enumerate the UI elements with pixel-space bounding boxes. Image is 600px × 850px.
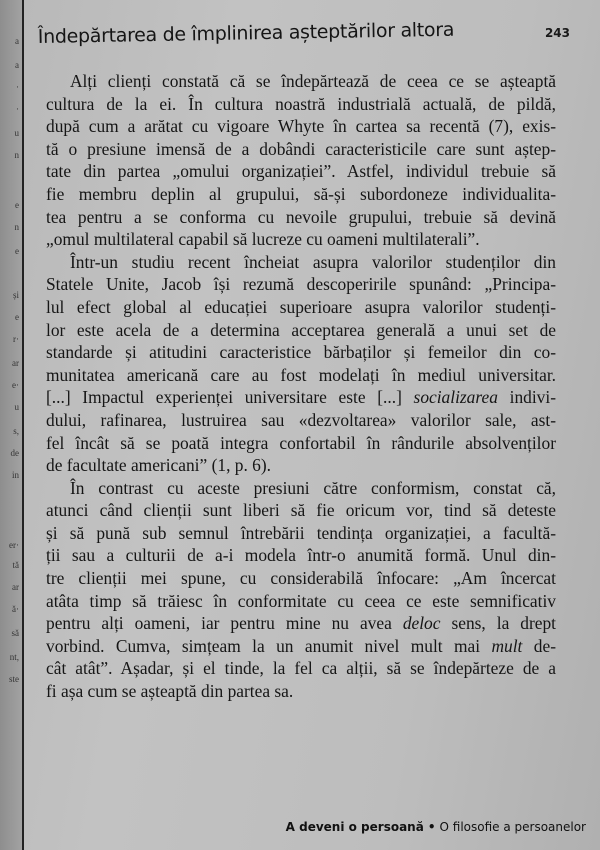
text-line: cât atât”. Așadar, și el tinde, la fel ca alții, să se îndepărteze de a — [46, 658, 556, 679]
text-line: ții sau a culturii de a-i modela într-o anumită formă. Unul din- — [46, 545, 556, 566]
text-line: atunci când clienții sunt liberi să fie oricum vor, tind să deteste — [46, 500, 556, 521]
prev-page-fragment: e· — [12, 380, 19, 390]
text-segment: [...] Impactul experienței universitare este [...] — [46, 387, 414, 408]
italic-term: deloc — [402, 613, 441, 634]
text-line: de facultate americani” (1, p. 6). — [46, 455, 271, 476]
prev-page-fragment: a — [15, 36, 19, 46]
prev-page-fragment: u — [14, 128, 19, 138]
text-line: și să pună sub semnul întrebării tendința organizației, a facultă- — [46, 522, 556, 543]
text-line: cultura de la ei. În cultura noastră industrială actuală, de pildă, — [46, 93, 556, 114]
footer-separator: • — [427, 820, 436, 834]
prev-page-fragment: ă· — [12, 604, 19, 614]
text-line-with-italic — [46, 612, 556, 635]
page-number: 243 — [544, 26, 570, 40]
text-segment: sens, la drept — [440, 613, 557, 634]
prev-page-fragment: ar — [12, 358, 19, 368]
prev-page-fragment: in — [11, 470, 19, 480]
text-segment: pentru alți oameni, iar pentru mine nu avea — [46, 613, 403, 634]
text-line: fi așa cum se așteaptă din partea sa. — [46, 681, 294, 702]
italic-term: mult — [491, 635, 523, 656]
text-segment: indivi- — [497, 387, 556, 408]
prev-page-fragment: e — [15, 200, 19, 210]
prev-page-fragment: ste — [9, 674, 19, 684]
page-footer — [286, 820, 586, 834]
text-segment: de- — [522, 635, 556, 656]
book-page — [24, 0, 600, 850]
text-line: atâta timp să trăiesc în conformitate cu ceea ce este semnificativ — [46, 590, 556, 611]
prev-page-fragment: n — [14, 222, 19, 232]
prev-page-fragment: s, — [13, 426, 19, 436]
text-line: În contrast cu aceste presiuni către conformism, constat că, — [70, 477, 556, 498]
text-line: „omul multilateral capabil să lucreze cu oameni multilaterali”. — [46, 229, 480, 250]
text-line: Alți clienți constată că se îndepărtează de ceea ce se așteaptă — [70, 71, 556, 91]
prev-page-fragment: u — [14, 402, 19, 412]
prev-page-fragment: n — [14, 150, 19, 160]
footer-book-title: A deveni o persoană — [285, 820, 424, 834]
text-line: tea pentru a se conforma cu nevoile grupului, trebuie să devină — [46, 206, 556, 227]
text-line: tre clienții mei spune, cu considerabilă înfocare: „Am încercat — [46, 568, 556, 589]
italic-term: socializarea — [413, 387, 498, 408]
paragraph-3 — [46, 477, 556, 703]
prev-page-fragment: e — [15, 246, 19, 256]
prev-page-fragment: · — [16, 104, 19, 114]
paragraph-2 — [46, 251, 556, 477]
prev-page-fragment: ar — [12, 582, 19, 592]
text-line: munitatea americană care au fost modelați în mediul universitar. — [46, 364, 556, 385]
running-head: Îndepărtarea de împlinirea așteptărilor altora — [37, 18, 455, 48]
prev-page-fragment: a — [15, 60, 19, 70]
prev-page-fragment: er· — [9, 540, 19, 550]
prev-page-fragment: nt, — [9, 652, 19, 662]
previous-page-edge — [0, 0, 22, 850]
text-line-with-italic — [46, 386, 556, 409]
text-line: standarde și atitudini caracteristice bărbaților și femeilor din co- — [46, 342, 556, 363]
text-line: lor este acela de a determina acceptarea generală a unui set de — [46, 319, 556, 340]
text-line: tă o presiune imensă de a dobândi caracteristicile care sunt aștep- — [46, 138, 556, 159]
paragraph-1 — [46, 70, 556, 251]
prev-page-fragment: să — [11, 628, 19, 638]
text-segment: vorbind. Cumva, simțeam la un anumit nivel mult mai — [46, 635, 492, 656]
text-line: fel încât să se poată integra confortabil în rândurile absolvenților — [46, 432, 556, 453]
prev-page-fragment: de — [10, 448, 19, 458]
prev-page-fragment: e — [15, 312, 19, 322]
body-text — [46, 70, 556, 703]
text-line: tate din partea „omului organizației”. Astfel, individul trebuie să — [46, 161, 556, 182]
text-line: Într-un studiu recent încheiat asupra valorilor studenților din — [70, 251, 556, 272]
text-line: dului, rafinarea, lustruirea sau «dezvoltarea» valorilor sale, ast- — [46, 409, 556, 430]
text-line: fie membru deplin al grupului, să-și subordoneze individualita- — [46, 183, 556, 204]
text-line: Statele Unite, Jacob își rezumă descoperirile spunând: „Principa- — [46, 274, 556, 295]
prev-page-fragment: și — [12, 290, 19, 300]
text-line-with-italic — [46, 635, 556, 658]
text-line: lul efect global al educației superioare asupra valorilor studenți- — [46, 296, 556, 317]
prev-page-fragment: r· — [13, 334, 19, 344]
footer-subtitle: O filosofie a persoanelor — [439, 820, 586, 834]
prev-page-fragment: · — [16, 82, 19, 92]
prev-page-fragment: tă — [12, 560, 19, 570]
text-line: după cum a arătat cu vigoare Whyte în cartea sa recentă (7), exis- — [46, 116, 556, 137]
